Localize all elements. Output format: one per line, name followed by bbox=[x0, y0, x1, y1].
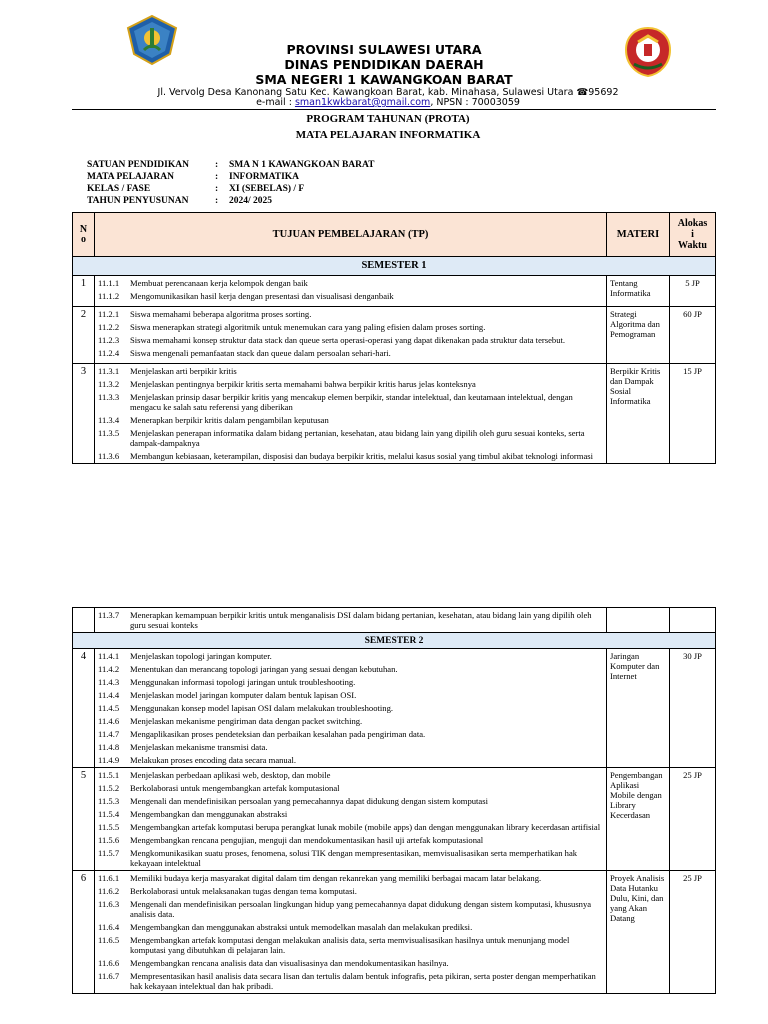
list-item: 11.2.4 Siswa mengenali pemanfaatan stack dan queue dalam persoalan sehari-hari. bbox=[98, 348, 391, 358]
list-item: 11.6.7 Mempresentasikan hasil analisis data secara lisan dan tertulis dalam bentuk infografis, peta pikiran, serta poster dengan memperhatikan hak kekayaan intelektual dan hak pribadi. bbox=[98, 971, 596, 991]
list-item: 11.1.1 Membuat perencanaan kerja kelompok dengan baik bbox=[98, 278, 308, 288]
list-item: 11.5.6 Mengembangkan rencana pengujian, menguji dan mendokumentasikan hasil uji artefak komputasional bbox=[98, 835, 484, 845]
semester-1-header: SEMESTER 1 bbox=[73, 257, 716, 276]
list-item: 11.4.4 Menjelaskan model jaringan komputer dalam bentuk lapisan OSI. bbox=[98, 690, 357, 700]
list-item: 11.4.2 Menentukan dan merancang topologi jaringan yang sesuai dengan kebutuhan. bbox=[98, 664, 398, 674]
list-item: 11.6.4 Mengembangkan dan menggunakan abstraksi untuk memodelkan masalah dan melakukan prediksi. bbox=[98, 922, 473, 932]
school-contact: e-mail : sman1kwkbarat@gmail.com, NPSN : 70003059 bbox=[256, 97, 520, 108]
list-item: 11.3.3 Menjelaskan prinsip dasar berpikir kritis yang mencakup elemen berpikir, standar intelektual, dan keutamaan intelektual, dengan mengacu ke salah satu referensi yang diberikan bbox=[98, 392, 573, 412]
prota-table-page-1 bbox=[72, 212, 716, 464]
list-item: 11.4.3 Menggunakan informasi topologi jaringan untuk troubleshooting. bbox=[98, 677, 356, 687]
header-line-1: PROVINSI SULAWESI UTARA bbox=[286, 42, 482, 57]
list-item: 11.4.5 Menggunakan konsep model lapisan OSI dalam melakukan troubleshooting. bbox=[98, 703, 394, 713]
list-item: 11.5.5 Mengembangkan artefak komputasi berupa perangkat lunak mobile (mobile apps) dan dengan menggunakan library kecerdasan artifisial bbox=[98, 822, 601, 832]
list-item: 11.5.3 Mengenali dan mendefinisikan persoalan yang pemecahannya dapat didukung dengan sistem komputasi bbox=[98, 796, 488, 806]
list-item: 11.6.5 Mengembangkan artefak komputasi dengan melakukan analisis data, serta memvisualisasikan hasilnya untuk menunjang model komputasi yang dibutuhkan di pelajaran lain. bbox=[98, 935, 570, 955]
semester-2-header: SEMESTER 2 bbox=[73, 633, 716, 649]
header-line-2: DINAS PENDIDIKAN DAERAH bbox=[284, 57, 484, 72]
list-item: 11.6.3 Mengenali dan mendefinisikan persoalan lingkungan hidup yang pemecahannya dapat didukung dengan sistem komputasi, khususnya analisis data. bbox=[98, 899, 592, 919]
meta-block bbox=[87, 159, 375, 207]
header-divider bbox=[72, 109, 716, 110]
col-header-alokasi: Alokas i Waktu bbox=[670, 213, 716, 257]
meta-row: MATA PELAJARAN : INFORMATIKA bbox=[87, 172, 300, 182]
col-header-tp: TUJUAN PEMBELAJARAN (TP) bbox=[95, 213, 607, 257]
school-address: Jl. Vervolg Desa Kanonang Satu Kec. Kawangkoan Barat, kab. Minahasa, Sulawesi Utara ☎95692 bbox=[157, 87, 619, 98]
list-item: 11.2.2 Siswa menerapkan strategi algoritmik untuk menemukan cara yang paling efisien dalam proses sorting. bbox=[98, 322, 486, 332]
list-item: 11.4.1 Menjelaskan topologi jaringan komputer. bbox=[98, 651, 272, 661]
col-header-no: N o bbox=[73, 213, 95, 257]
list-item: 11.1.2 Mengomunikasikan hasil kerja dengan presentasi dan visualisasi denganbaik bbox=[98, 291, 394, 301]
list-item: 11.4.7 Mengaplikasikan proses pendeteksian dan perbaikan kesalahan pada pengiriman data. bbox=[98, 729, 426, 739]
list-item: 11.5.4 Mengembangkan dan menggunakan abstraksi bbox=[98, 809, 288, 819]
list-item: 11.4.8 Menjelaskan mekanisme transmisi data. bbox=[98, 742, 268, 752]
list-item: 11.3.4 Menerapkan berpikir kritis dalam pengambilan keputusan bbox=[98, 415, 329, 425]
col-header-materi: MATERI bbox=[607, 213, 670, 257]
list-item: 11.6.6 Mengembangkan rencana analisis data dan visualisasinya dan mendokumentasikan hasilnya. bbox=[98, 958, 449, 968]
table-row bbox=[73, 608, 716, 633]
meta-row: TAHUN PENYUSUNAN : 2024/ 2025 bbox=[87, 196, 273, 206]
list-item: 11.3.5 Menjelaskan penerapan informatika dalam bidang pertanian, kesehatan, atau bidang lain yang dipilih oleh guru sesuai konteks, serta dampak-dampaknya bbox=[98, 428, 585, 448]
list-item: 11.4.6 Menjelaskan mekanisme pengiriman data dengan packet switching. bbox=[98, 716, 363, 726]
header-line-3: SMA NEGERI 1 KAWANGKOAN BARAT bbox=[255, 72, 513, 87]
list-item: 11.2.3 Siswa memahami konsep struktur data stack dan queue serta operasi-operasi yang dapat dikenakan pada struktur data tersebut. bbox=[98, 335, 566, 345]
list-item: 11.3.2 Menjelaskan pentingnya berpikir kritis serta memahami bahwa berpikir kritis harus jelas konteksnya bbox=[98, 379, 476, 389]
meta-row: SATUAN PENDIDIKAN : SMA N 1 KAWANGKOAN BARAT bbox=[87, 160, 375, 170]
list-item: 11.5.1 Menjelaskan perbedaan aplikasi web, desktop, dan mobile bbox=[98, 770, 331, 780]
list-item: 11.6.2 Berkolaborasi untuk melaksanakan tugas dengan tema komputasi. bbox=[98, 886, 357, 896]
table-row: 4 11.4.1 Menjelaskan topologi jaringan komputer. 11.4.2 Menentukan dan merancang topologi jaringan yang sesuai dengan kebutuhan. 11.4.3 Menggunakan informasi topologi jaringan untuk troubleshooting. 11.4.4 Menjelaskan model jaringan komputer dalam bentuk lapisan OSI. 11.4.5 Menggunakan konsep model lapisan OSI dalam melakukan troubleshooting. 11.4.6 Menjelaskan mekanisme pengiriman data dengan packet switching. 11.4.7 Mengaplikasikan proses pendeteksian dan perbaikan kesalahan pada pengiriman data. 11.4.8 Menjelaskan mekanisme transmisi data. 11.4.9 Melakukan proses encoding data secara manual. Jaringan Komputer dan Internet 30 JP bbox=[73, 649, 716, 768]
document-subtitle: MATA PELAJARAN INFORMATIKA bbox=[295, 129, 481, 141]
list-item: 11.3.6 Membangun kebiasaan, keterampilan, disposisi dan budaya berpikir kritis, melalui kasus sosial yang timbul akibat teknologi informasi bbox=[98, 451, 594, 461]
list-item: 11.5.7 Mengkomunikasikan suatu proses, fenomena, solusi TIK dengan mempresentasikan, memvisualisasikan serta memperhatikan hak kekayaan intelektual bbox=[98, 848, 578, 868]
list-item: 11.3.1 Menjelaskan arti berpikir kritis bbox=[98, 366, 237, 376]
list-item: 11.2.1 Siswa memahami beberapa algoritma proses sorting. bbox=[98, 309, 312, 319]
meta-row: KELAS / FASE : XI (SEBELAS) / F bbox=[87, 184, 305, 194]
prota-table-page-2 bbox=[72, 607, 716, 994]
list-item: 11.5.2 Berkolaborasi untuk mengembangkan artefak komputasional bbox=[98, 783, 340, 793]
document-title: PROGRAM TAHUNAN (PROTA) bbox=[306, 113, 470, 125]
list-item: 11.6.1 Memiliki budaya kerja masyarakat digital dalam tim dengan rekanrekan yang memiliki berbagai macam latar belakang. bbox=[98, 873, 542, 883]
table-row: 3 11.3.1 Menjelaskan arti berpikir kritis 11.3.2 Menjelaskan pentingnya berpikir kritis serta memahami bahwa berpikir kritis harus jelas konteksnya 11.3.3 Menjelaskan prinsip dasar berpikir kritis yang mencakup elemen berpikir, standar intelektual, dan keutamaan intelektual, dengan mengacu ke salah satu referensi yang diberikan 11.3.4 Menerapkan berpikir kritis dalam pengambilan keputusan 11.3.5 Menjelaskan penerapan informatika dalam bidang pertanian, kesehatan, atau bidang lain yang dipilih oleh guru sesuai konteks, serta dampak-dampaknya 11.3.6 Membangun kebiasaan, keterampilan, disposisi dan budaya berpikir kritis, melalui kasus sosial yang timbul akibat teknologi informasi Berpikir Kritis dan Dampak Sosial Informatika 15 JP bbox=[73, 364, 716, 464]
table-row: 5 11.5.1 Menjelaskan perbedaan aplikasi web, desktop, dan mobile 11.5.2 Berkolaborasi untuk mengembangkan artefak komputasional 11.5.3 Mengenali dan mendefinisikan persoalan yang pemecahannya dapat didukung dengan sistem komputasi 11.5.4 Mengembangkan dan menggunakan abstraksi 11.5.5 Mengembangkan artefak komputasi berupa perangkat lunak mobile (mobile apps) dan dengan menggunakan library kecerdasan artifisial 11.5.6 Mengembangkan rencana pengujian, menguji dan mendokumentasikan hasil uji artefak komputasional 11.5.7 Mengkomunikasikan suatu proses, fenomena, solusi TIK dengan mempresentasikan, memvisualisasikan serta memperhatikan hak kekayaan intelektual Pengembangan Aplikasi Mobile dengan Library Kecerdasan 25 JP bbox=[73, 768, 716, 871]
table-row: 2 11.2.1 Siswa memahami beberapa algoritma proses sorting. 11.2.2 Siswa menerapkan strategi algoritmik untuk menemukan cara yang paling efisien dalam proses sorting. 11.2.3 Siswa memahami konsep struktur data stack dan queue serta operasi-operasi yang dapat dikenakan pada struktur data tersebut. 11.2.4 Siswa mengenali pemanfaatan stack dan queue dalam persoalan sehari-hari. Strategi Algoritma dan Pemograman 60 JP bbox=[73, 307, 716, 364]
list-item: 11.3.7 Menerapkan kemampuan berpikir kritis untuk menganalisis DSI dalam bidang pertanian, kesehatan, atau bidang lain yang dipilih oleh guru sesuai konteks bbox=[98, 610, 592, 630]
email-link[interactable]: sman1kwkbarat@gmail.com bbox=[294, 97, 431, 108]
table-row: 1 11.1.1 Membuat perencanaan kerja kelompok dengan baik 11.1.2 Mengomunikasikan hasil kerja dengan presentasi dan visualisasi denganbaik Tentang Informatika 5 JP bbox=[73, 276, 716, 307]
table-row: 6 11.6.1 Memiliki budaya kerja masyarakat digital dalam tim dengan rekanrekan yang memiliki berbagai macam latar belakang. 11.6.2 Berkolaborasi untuk melaksanakan tugas dengan tema komputasi. 11.6.3 Mengenali dan mendefinisikan persoalan lingkungan hidup yang pemecahannya dapat didukung dengan sistem komputasi, khususnya analisis data. 11.6.4 Mengembangkan dan menggunakan abstraksi untuk memodelkan masalah dan melakukan prediksi. 11.6.5 Mengembangkan artefak komputasi dengan melakukan analisis data, serta memvisualisasikan hasilnya untuk menunjang model komputasi yang dibutuhkan di pelajaran lain. 11.6.6 Mengembangkan rencana analisis data dan visualisasinya dan mendokumentasikan hasilnya. 11.6.7 Mempresentasikan hasil analisis data secara lisan dan tertulis dalam bentuk infografis, peta pikiran, serta poster dengan memperhatikan hak kekayaan intelektual dan hak pribadi. Proyek Analisis Data Hutanku Dulu, Kini, dan yang Akan Datang 25 JP bbox=[73, 871, 716, 994]
list-item: 11.4.9 Melakukan proses encoding data secara manual. bbox=[98, 755, 297, 765]
